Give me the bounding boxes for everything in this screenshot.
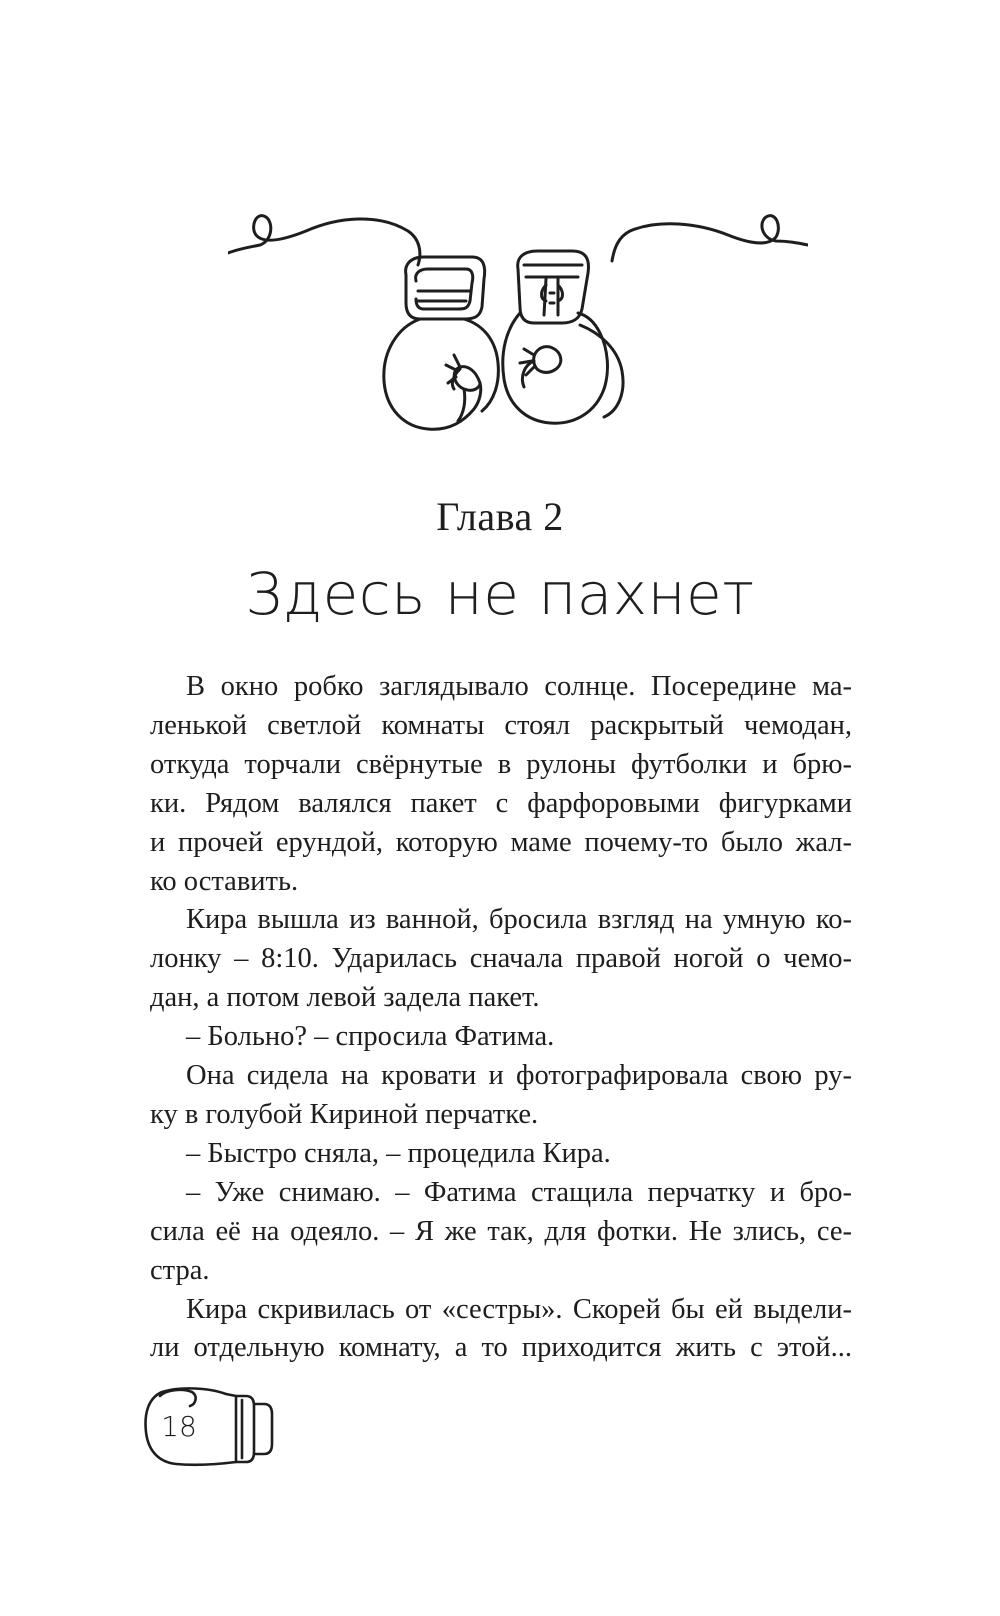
text-line: Кира скривилась от «сестры». Скорей бы ей выдели- (186, 1293, 852, 1325)
text-line: откуда торчали свёрнутые в рулоны футболки и брю- (150, 748, 852, 780)
text-line: лонку – 8:10. Ударилась сначала правой ногой о чемо- (150, 943, 852, 975)
paragraph (150, 668, 852, 901)
text-line: ли отдельную комнату, а то приходится жить с этой... (150, 1332, 852, 1364)
paragraph (150, 1057, 852, 1135)
chapter-title: Здесь не пахнет (245, 560, 755, 628)
text-line: ку в голубой Кириной перчатке. (150, 1098, 539, 1130)
paragraph (150, 1291, 852, 1369)
chapter-label: Глава 2 (436, 494, 564, 539)
hanging-boxing-gloves-icon (228, 205, 808, 450)
text-line: Она сидела на кровати и фотографировала свою ру- (186, 1060, 852, 1092)
text-line: дан, а потом левой задела пакет. (150, 982, 540, 1014)
text-line: и прочей ерундой, которую маме почему-то было жал- (150, 826, 852, 858)
text-line: ки. Рядом валялся пакет с фарфоровыми фигурками (150, 787, 852, 819)
text-line: стра. (150, 1254, 210, 1286)
paragraph (150, 1018, 852, 1057)
paragraph (150, 901, 852, 1018)
text-line: – Больно? – спросила Фатима. (186, 1021, 555, 1053)
text-line: сила её на одеяло. – Я же так, для фотки. Не злись, се- (150, 1215, 852, 1247)
paragraph (150, 1135, 852, 1174)
chapter-body (150, 668, 852, 1368)
text-line: В окно робко заглядывало солнце. Посередине ма- (186, 671, 852, 702)
text-line: ленькой светлой комнаты стоял раскрытый чемодан, (150, 709, 852, 741)
text-line: – Уже снимаю. – Фатима стащила перчатку и бро- (186, 1176, 852, 1208)
page-number: 18 (161, 1410, 197, 1443)
paragraph (150, 1174, 852, 1291)
text-line: Кира вышла из ванной, бросила взгляд на умную ко- (186, 904, 852, 936)
text-line: ко оставить. (150, 865, 299, 897)
text-line: – Быстро сняла, – процедила Кира. (186, 1137, 611, 1169)
